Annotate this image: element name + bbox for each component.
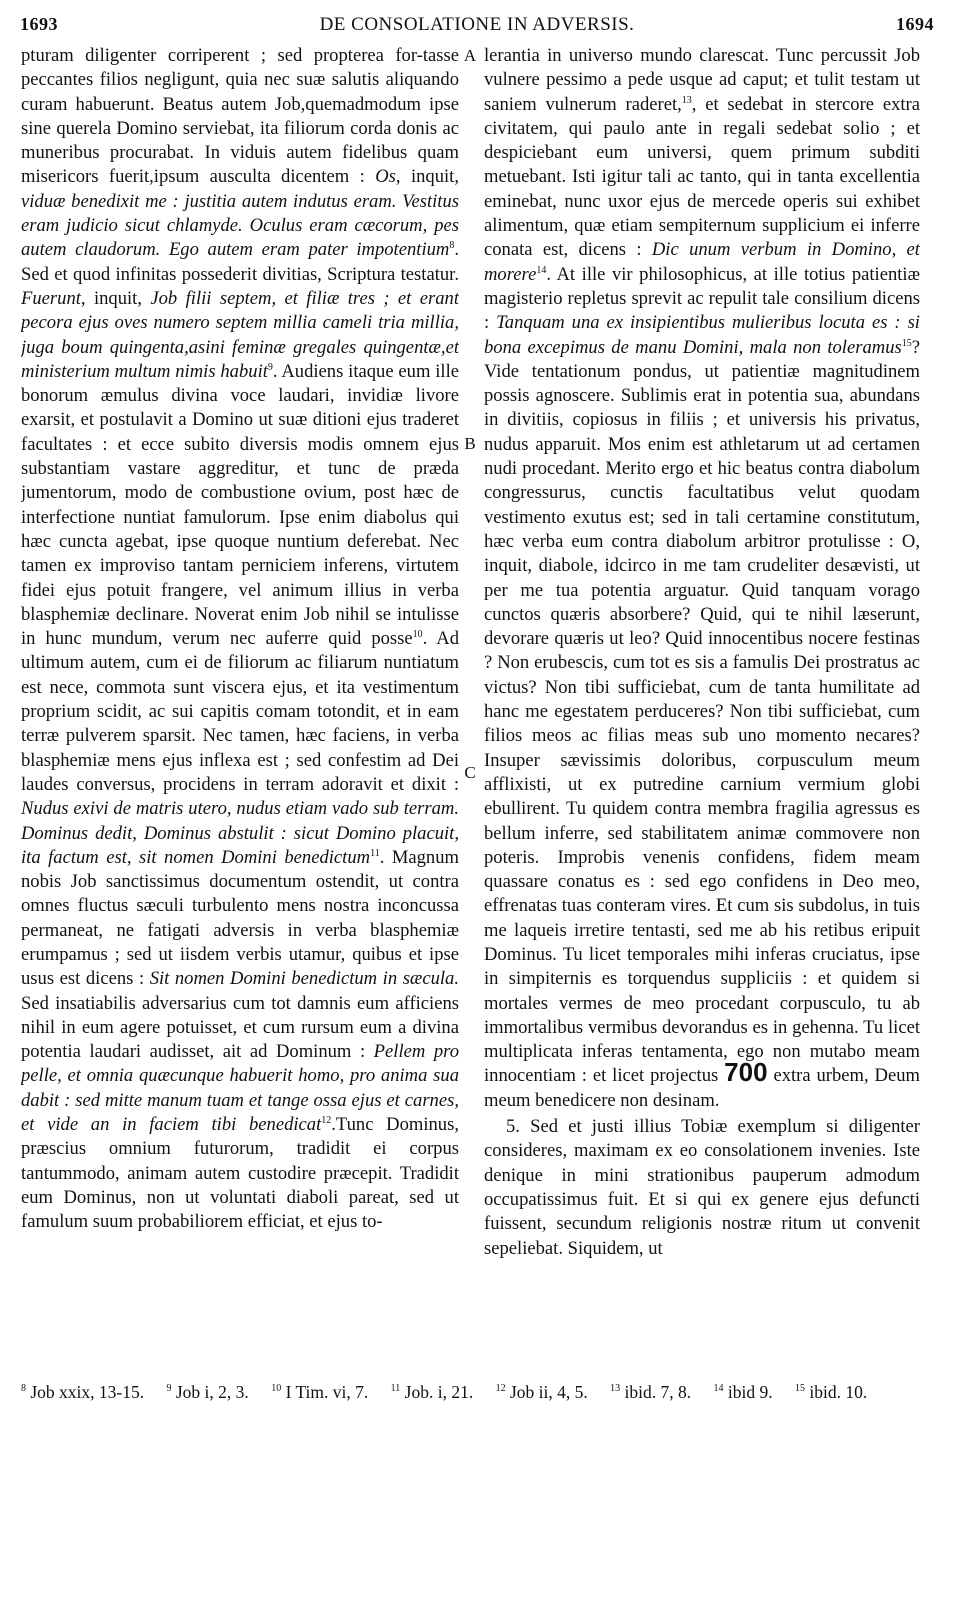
footnote-ref: 15 bbox=[901, 337, 912, 349]
page-number-right: 1694 bbox=[896, 14, 934, 34]
page-header bbox=[20, 10, 934, 42]
paragraph-5: 5. Sed et justi illius Tobiæ exemplum si diligenter consideres, maximam ex eo consolationem invenies. Iste denique in mini strationibus pauperum admodum occupatissimus fuit. Et si qui ex genere ejus defuncti fuissent, secundum religionis nostræ ritum ut convenit sepeliebat. Siquidem, ut bbox=[484, 1116, 920, 1259]
footnote-ref: 13 bbox=[681, 94, 692, 106]
footnote-item: $^{15}$ ibid. 10. bbox=[794, 1382, 868, 1402]
footnote-item: $^{11}$ Job. i, 21. bbox=[390, 1382, 474, 1402]
footnote-item: $^{13}$ ibid. 7, 8. bbox=[610, 1382, 692, 1402]
right-column bbox=[484, 44, 920, 1364]
margin-marker-b: B bbox=[464, 434, 476, 453]
left-column bbox=[21, 44, 459, 1364]
footnote-ref: 12 bbox=[321, 1114, 332, 1126]
footnote-ref: 11 bbox=[370, 847, 380, 859]
footnote-item: $^9$ Job i, 2, 3. bbox=[166, 1382, 249, 1402]
left-column-text: pturam diligenter corriperent ; sed propterea for-tasse peccantes filios negligunt, quia nec suæ salutis aliquando curam habuerunt. Beatus autem Job,quemadmodum ipse sine querela Domino serviebat, ita filiorum corda donis ac muneribus procurabat. In viduis autem fidelibus quam misericors fuerit,ipsum ausculta dicentem : Os, inquit, viduæ benedixit me : justitia autem indutus eram. Vestitus eram judicio sicut chlamyde. Oculus eram cæcorum, pes autem claudorum. Ego autem eram pater impotentium$^8$. Sed et quod infinitas possederit divitias, Scriptura testatur. Fuerunt, inquit, Job filii septem, et filiæ tres ; et erant pecora ejus oves numero septem millia cameli tria millia, juga boum quingenta,asini feminæ gregales quingentæ,et ministerium multum nimis habuit$^9$. Audiens itaque eum ille bonorum æmulus divina voce laudari, invidiæ livore exarsit, et postulavit a Domino ut suæ ditioni ejus traderet facultates : et ecce subito diversis modis omnem ejus substantiam vastare aggreditur, et tunc de præda jumentorum, modo de combustione ovium, post hæc de interfectione nuntiat famulorum. Ipse enim diabolus qui hæc cuncta agebat, ipse quoque nuntium deferebat. Nec tamen ex improviso tantam perniciem inferens, virtutem fidei ejus potuit frangere, vel animum illius in verba blasphemiæ declinare. Noverat enim Job nihil se intulisse in hunc mundum, verum nec auferre quid posse$^{10}$. Ad ultimum autem, cum ei de filiorum ac filiarum nuntiatum est nece, commota sunt viscera ejus, et ita vestimentum proprium scidit, ac sui capitis comam totondit, et in eam terræ pulverem sparsit. Nec tamen, hæc faciens, in verba blasphemiæ mens ejus inflexa est ; sed confestim ad Dei laudes conversus, procidens in terram adoravit et dixit : Nudus exivi de matris utero, nudus etiam vado sub terram. Dominus dedit, Dominus abstulit : sicut Domino placuit, ita factum est, sit nomen Domini benedictum$^{11}$. Magnum nobis Job sanctissimus documentum ostendit, ut contra omnes fluctus sæculi turbulento mens nostra inconcussa permaneat, ne fatigati adversis in verba blasphemiæ erumpamus ; sed ut iisdem verbis utamur, quibus et ipse usus est dicens : Sit nomen Domini benedictum in sæcula. Sed insatiabilis adversarius cum tot damnis eum afficiens nihil in eum agere potuisset, et cum rursum eum a divina potentia laudari audisset, ait ad Dominum : Pellem pro pelle, et omnia quæcunque habuerit homo, pro anima sua dabit : sed mitte manum tuam et tange ossa ejus et carnes, et vide an in faciem tibi benedicat$^{12}$.Tunc Dominus, præscius omnium futurorum, tradidit ei corpus tantummodo, animam autem custodire præcepit. Tradidit eum Dominus, non ut voluntati diaboli pareat, sed ut famulum suum probabiliorem efficiat, et ejus to- bbox=[21, 45, 459, 1233]
footnote-ref: 9 bbox=[267, 361, 273, 373]
running-title: DE CONSOLATIONE IN ADVERSIS. bbox=[319, 14, 635, 35]
footnote-item: $^{12}$ Job ii, 4, 5. bbox=[495, 1382, 588, 1402]
right-column-text: lerantia in universo mundo clarescat. Tunc percussit Job vulnere pessimo a pede usque ad caput; et tulit testam ut saniem vulnerum raderet,$^{13}$, et sedebat in stercore extra civitatem, qui paulo ante in regali sedebat solio ; et despiciebant eum universi, quem primum subditi metuebant. Isti igitur tali ac tanto, qui in tanta excellentia eminebat, nunc uxor ejus de mercede operis sui exhibet alimentum, quæ etiam sempiternum supplicium ei inferre conata est, dicens : Dic unum verbum in Domino, et morere$^{14}$. At ille vir philosophicus, at ille totius patientiæ magisterio repletus sprevit ac repulit tale consilium dicens : Tanquam una ex insipientibus mulieribus locuta es : si bona excepimus de manu Domini, mala non toleramus$^{15}$? Vide tentationum pondus, ut patientiæ magnitudinem possis agnoscere. Sublimis erat in potentia sua, abundans in divitiis, copiosus in filiis ; et universis his privatus, nudus apparuit. Mos enim est athletarum ut ad certamen nudi procedant. Merito ergo et hic beatus contra diabolum congressurus, cunctis facultatibus velut quodam vestimento exutus est; sed in tali certamine constitutum, hæc verba eum contra diabolum arbitror protulisse : O, inquit, diabole, idcirco in me tam crudeliter desævisti, ut per me tua potentia arguatur. Quid tanquam vorago cunctos quæris absorbere? Quid, qui te nihil læserunt, devorare quæris ut leo? Quid innocentibus nocere festinas ? Non erubescis, cum tot es sis a famulis Dei prostratus ac victus? Non tibi sufficiebat, cum de tanta humilitate ad hanc me egestatem perduceres? Non tibi sufficiebat, cum filios meos ac filias meas sub uno momento necares? Insuper sævissimis doloribus, corpusculum meum afflixisti, ut ex putredine carnium vermium globi ebullirent. Tu quidem contra membra fragilia agressus es bellum inferre, sed stabilitatem animæ commovere non poteris. Improbis venenis confidens, fidem meam quassare conatus es : sed ego confidens in Deo meo, effrenatas tuas conteram vires. Et cum sis subdolus, in tuis me laqueis irretire tentasti, sed me ab his retibus eripuit Dominus. Tu licet temporales mihi inferas cruciatus, ipse in simpiternis es torquendus suppliciis : et quidem si mortales vermes de meo procedant corpusculo, tu ab immortalibus vermibus devorandus es in gehenna. Tu licet multiplicata inferas tentamenta, ego non mutabo meam innocentiam : et licet projectus 700 extra urbem, Deum meum benedicere non desinam. bbox=[484, 45, 920, 1111]
page-number-left: 1693 bbox=[20, 14, 58, 34]
margin-marker-c: C bbox=[464, 763, 476, 782]
footnote-item: $^8$ Job xxix, 13-15. bbox=[21, 1382, 145, 1402]
column-number-700: 700 bbox=[724, 1057, 768, 1088]
footnote-ref: 10 bbox=[412, 628, 423, 640]
footnote-ref: 8 bbox=[449, 240, 455, 252]
margin-marker-a: A bbox=[463, 46, 477, 65]
footnote-item: $^{10}$ I Tim. vi, 7. bbox=[271, 1382, 369, 1402]
footnote-ref: 14 bbox=[536, 264, 547, 276]
footnotes bbox=[21, 1380, 921, 1404]
footnote-item: $^{14}$ ibid 9. bbox=[713, 1382, 773, 1402]
